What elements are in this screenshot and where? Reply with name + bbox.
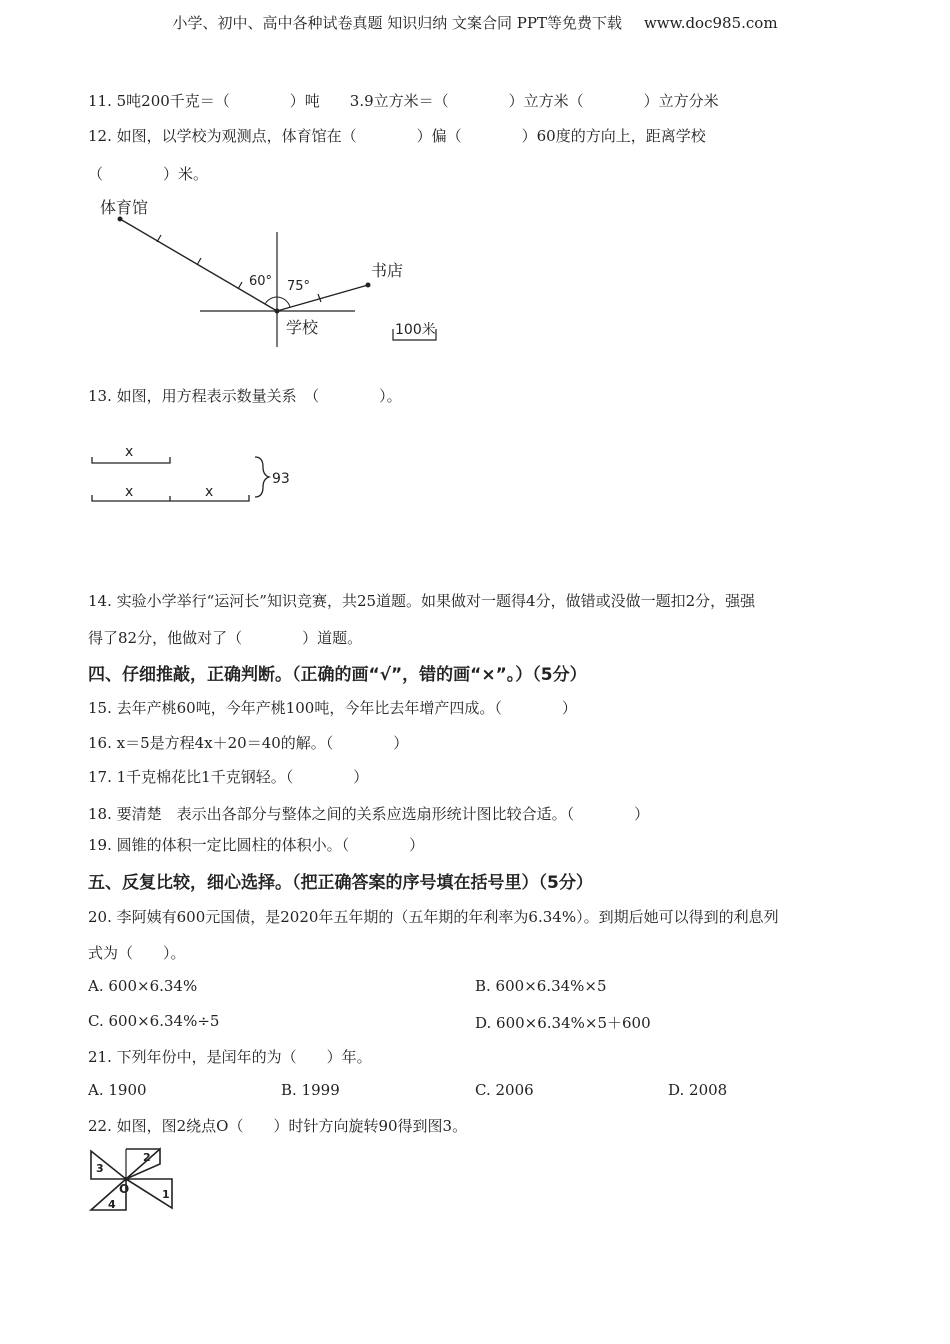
scale-tick xyxy=(157,235,161,242)
label-2: 2 xyxy=(143,1151,151,1164)
header-site: www.doc985.com xyxy=(643,14,778,32)
question-12-line2: （ ）米。 xyxy=(88,165,209,183)
bottom-segment-x1: x xyxy=(125,484,134,500)
question-14-line2: 得了82分，他做对了（ ）道题。 xyxy=(88,629,363,647)
q20-option-d: D. 600×6.34%×5＋600 xyxy=(475,1014,651,1032)
q21-option-a: A. 1900 xyxy=(88,1081,147,1099)
q20-option-a: A. 600×6.34% xyxy=(88,977,198,995)
brace xyxy=(255,457,269,497)
top-segment-x: x xyxy=(125,444,134,460)
question-16: 16. x＝5是方程4x＋20＝40的解。（ ） xyxy=(88,734,409,752)
question-20-line2: 式为（ ）。 xyxy=(88,944,186,962)
bottom-segment-x2: x xyxy=(205,484,214,500)
direction-diagram xyxy=(90,192,460,352)
rotation-figure xyxy=(88,1146,184,1216)
scale-tick xyxy=(238,282,242,289)
center-point xyxy=(124,1177,128,1181)
scale-tick xyxy=(197,258,201,265)
section-4-title: 四、仔细推敲，正确判断。（正确的画“√”，错的画“×”。）（5分） xyxy=(88,665,587,685)
question-19: 19. 圆锥的体积一定比圆柱的体积小。（ ） xyxy=(88,836,425,854)
q20-option-c: C. 600×6.34%÷5 xyxy=(88,1012,220,1030)
question-21: 21. 下列年份中，是闰年的为（ ）年。 xyxy=(88,1048,372,1066)
header-text: 小学、初中、高中各种试卷真题 知识归纳 文案合同 PPT等免费下载 xyxy=(172,14,622,32)
label-4: 4 xyxy=(108,1198,116,1211)
angle-75-label: 75° xyxy=(287,279,311,294)
gym-direction-line xyxy=(120,219,277,311)
school-point xyxy=(275,309,280,314)
total-label: 93 xyxy=(272,471,290,487)
page-header xyxy=(0,12,950,33)
label-3: 3 xyxy=(96,1162,104,1175)
question-17: 17. 1千克棉花比1千克钢轻。（ ） xyxy=(88,768,369,786)
q21-option-c: C. 2006 xyxy=(475,1081,534,1099)
question-14-line1: 14. 实验小学举行“运河长”知识竞赛，共25道题。如果做对一题得4分，做错或没做一题扣2分，强强 xyxy=(88,592,756,610)
angle-arc-75 xyxy=(277,297,290,307)
scale-label: 100米 xyxy=(395,322,436,338)
question-18: 18. 要清楚 表示出各部分与整体之间的关系应选扇形统计图比较合适。（ ） xyxy=(88,805,650,823)
label-O: O xyxy=(119,1182,130,1196)
angle-60-label: 60° xyxy=(249,274,273,289)
question-20-line1: 20. 李阿姨有600元国债，是2020年五年期的（五年期的年利率为6.34%）。到期后她可以得到的利息列 xyxy=(88,908,779,926)
q21-option-b: B. 1999 xyxy=(281,1081,340,1099)
question-22: 22. 如图，图2绕点O（ ）时针方向旋转90得到图3。 xyxy=(88,1117,468,1135)
gym-point xyxy=(118,217,123,222)
gym-label: 体育馆 xyxy=(100,198,149,217)
section-5-title: 五、反复比较，细心选择。（把正确答案的序号填在括号里）（5分） xyxy=(88,873,593,893)
question-15: 15. 去年产桃60吨，今年产桃100吨，今年比去年增产四成。（ ） xyxy=(88,699,577,717)
bookstore-label: 书店 xyxy=(371,261,404,280)
segment-diagram xyxy=(88,440,308,515)
label-1: 1 xyxy=(162,1188,170,1201)
question-12-line1: 12. 如图，以学校为观测点，体育馆在（ ）偏（ ）60度的方向上，距离学校 xyxy=(88,127,706,145)
angle-arc-60 xyxy=(265,297,277,304)
school-label: 学校 xyxy=(286,318,319,337)
question-11: 11. 5吨200千克＝（ ）吨 3.9立方米＝（ ）立方米（ ）立方分米 xyxy=(88,92,719,110)
q20-option-b: B. 600×6.34%×5 xyxy=(475,977,607,995)
question-13: 13. 如图，用方程表示数量关系 （ ）。 xyxy=(88,387,402,405)
q21-option-d: D. 2008 xyxy=(668,1081,728,1099)
bookstore-point xyxy=(366,283,371,288)
